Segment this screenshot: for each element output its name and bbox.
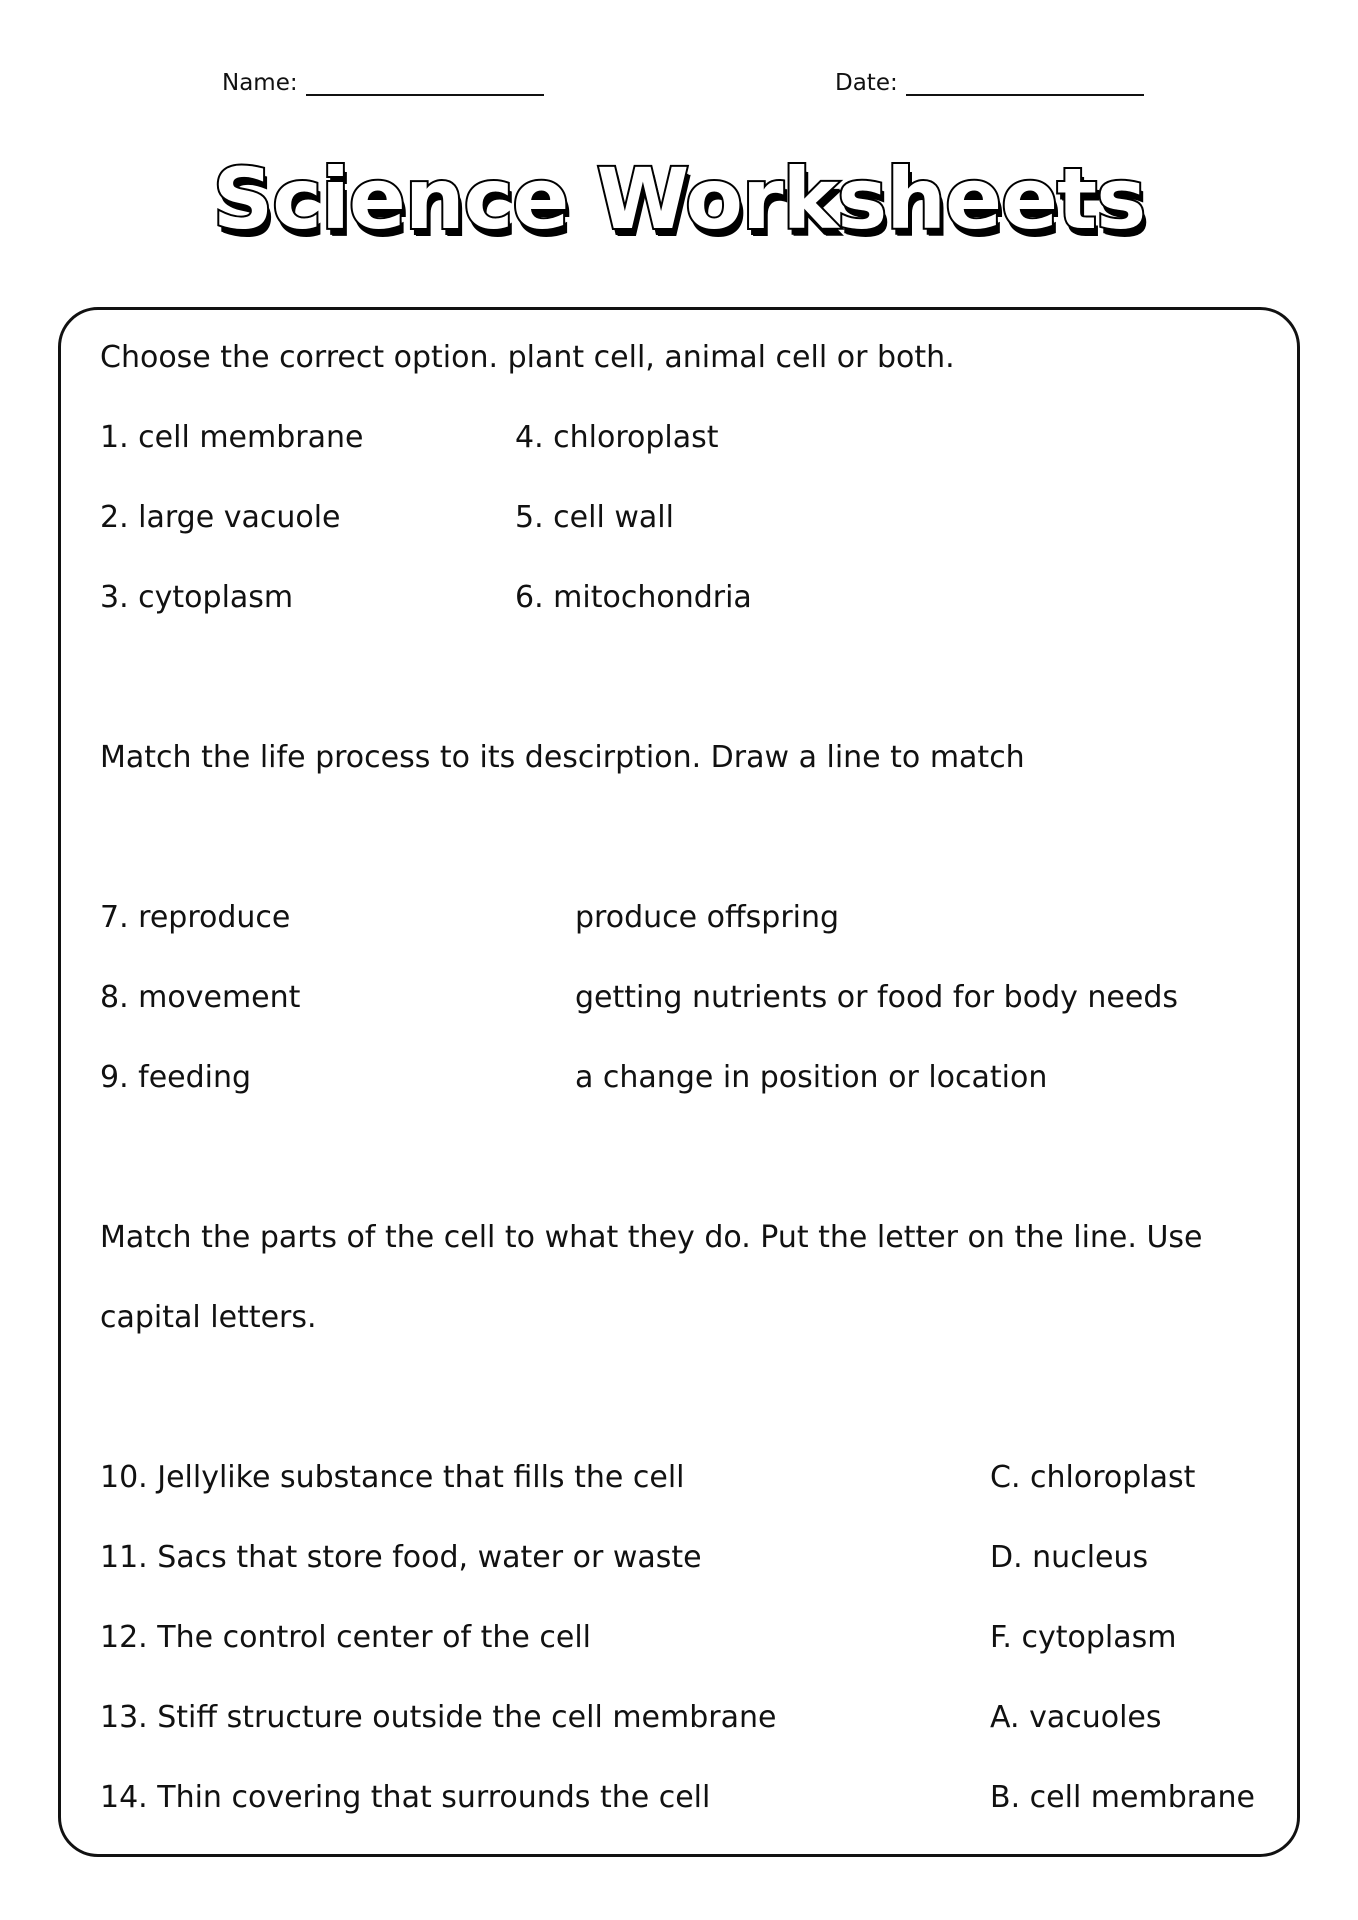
section3-description: 10. Jellylike substance that fills the cell <box>100 1460 685 1495</box>
page-title: Science Worksheets <box>212 150 1146 248</box>
section3-option: A. vacuoles <box>990 1700 1162 1735</box>
section1-item: 2. large vacuole <box>100 500 341 535</box>
date-blank-line[interactable] <box>906 70 1144 96</box>
section3-option: F. cytoplasm <box>990 1620 1177 1655</box>
section1-item: 5. cell wall <box>515 500 674 535</box>
section2-description: getting nutrients or food for body needs <box>575 980 1179 1015</box>
section2-description: a change in position or location <box>575 1060 1048 1095</box>
section3-option: C. chloroplast <box>990 1460 1196 1495</box>
name-label: Name: <box>222 70 298 96</box>
section3-description: 14. Thin covering that surrounds the cell <box>100 1780 711 1815</box>
name-blank-line[interactable] <box>306 70 544 96</box>
section2-term: 7. reproduce <box>100 900 291 935</box>
section3-description: 12. The control center of the cell <box>100 1620 592 1655</box>
section2-term: 9. feeding <box>100 1060 252 1095</box>
name-field <box>222 70 544 96</box>
title-wrap <box>0 150 1358 248</box>
section1-item: 4. chloroplast <box>515 420 719 455</box>
date-field <box>835 70 1144 96</box>
section1-item: 1. cell membrane <box>100 420 364 455</box>
section3-description: 13. Stiff structure outside the cell membrane <box>100 1700 777 1735</box>
section2-description: produce offspring <box>575 900 840 935</box>
date-label: Date: <box>835 70 898 96</box>
section3-instruction: capital letters. <box>100 1300 317 1335</box>
section1-item: 3. cytoplasm <box>100 580 294 615</box>
section3-instruction: Match the parts of the cell to what they do. Put the letter on the line. Use <box>100 1220 1203 1255</box>
section3-description: 11. Sacs that store food, water or waste <box>100 1540 702 1575</box>
section2-instruction: Match the life process to its descirption. Draw a line to match <box>100 740 1025 775</box>
section1-instruction: Choose the correct option. plant cell, animal cell or both. <box>100 340 955 375</box>
section3-option: B. cell membrane <box>990 1780 1255 1815</box>
section3-option: D. nucleus <box>990 1540 1149 1575</box>
section2-term: 8. movement <box>100 980 301 1015</box>
section1-item: 6. mitochondria <box>515 580 752 615</box>
